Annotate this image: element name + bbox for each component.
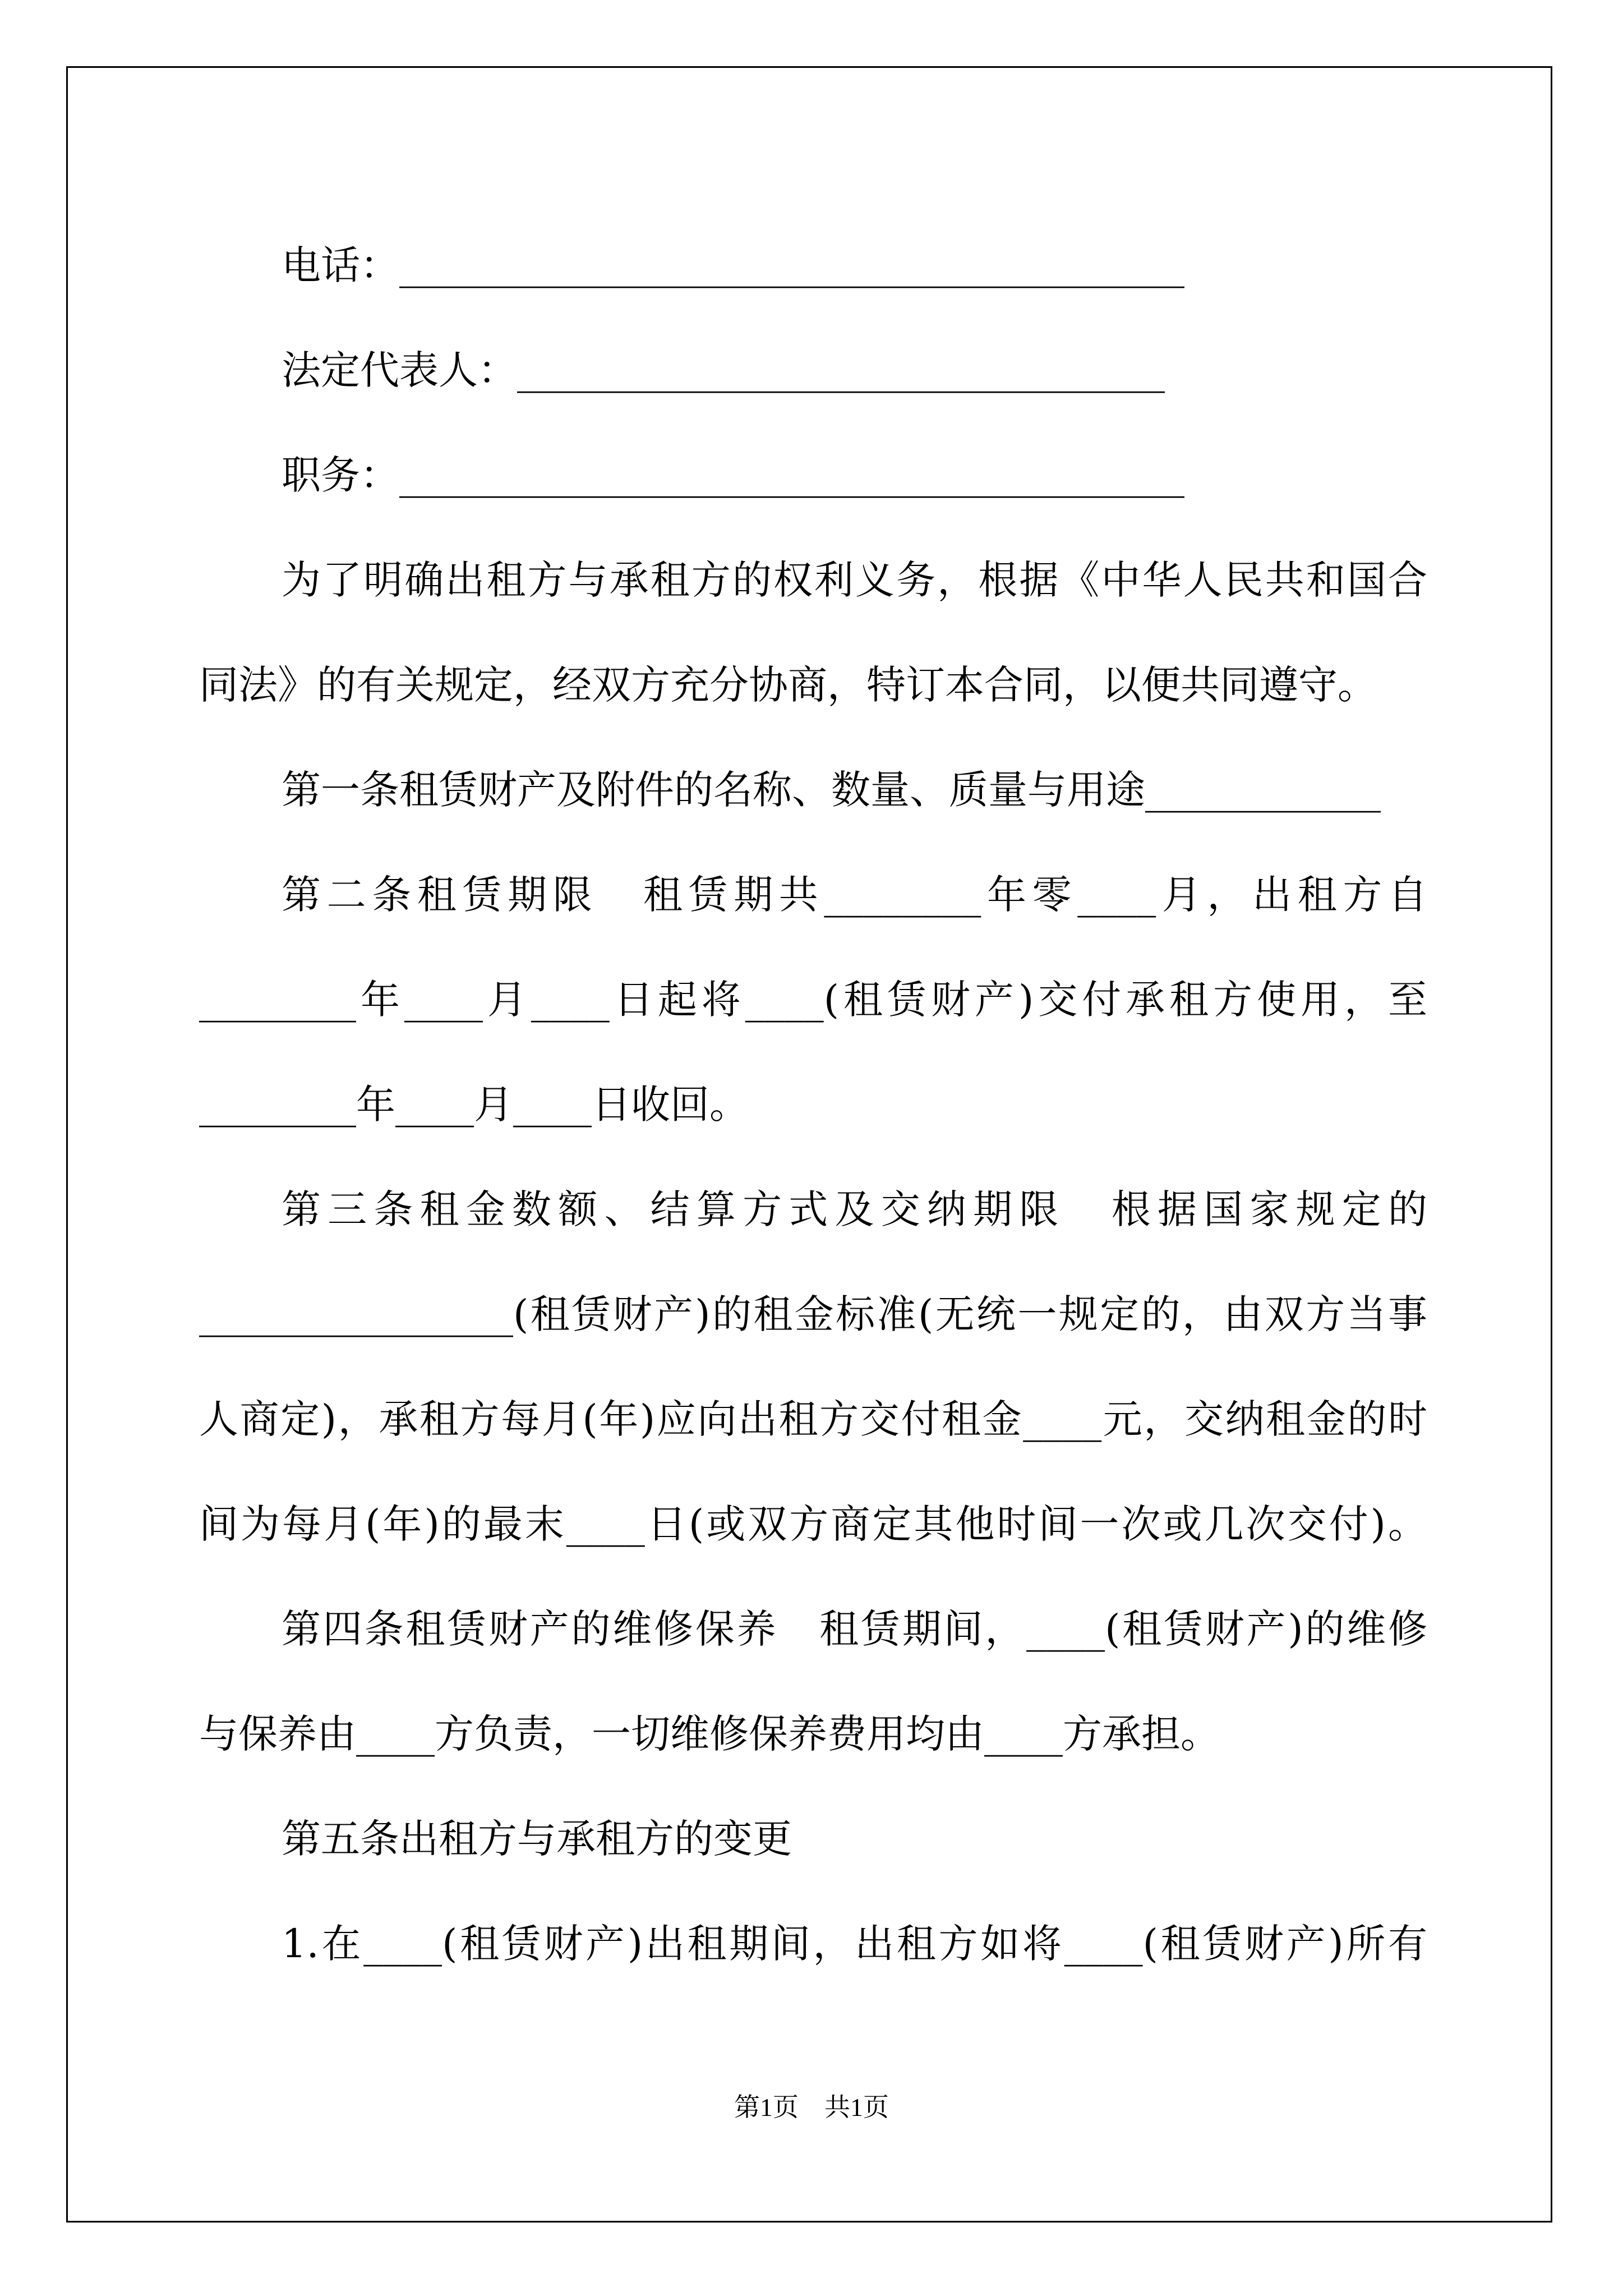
article-4-line-2: 与保养由____方负责，一切维修保养费用均由____方承担。 <box>199 1711 1220 1757</box>
article-2-line-1: 第二条租赁期限 租赁期共________年零____月，出租方自 <box>282 872 1427 918</box>
legal-representative-line: 法定代表人：_________________________________ <box>282 347 1165 393</box>
article-3-line-4: 间为每月(年)的最末____日(或双方商定其他时间一次或几次交付)。 <box>199 1501 1427 1547</box>
article-3-line-2: ________________(租赁财产)的租金标准(无统一规定的，由双方当事 <box>199 1291 1427 1337</box>
page-footer: 第1页 共1页 <box>734 2093 889 2122</box>
article-1-line: 第一条租赁财产及附件的名称、数量、质量与用途____________ <box>282 767 1381 813</box>
article-4-line-1: 第四条租赁财产的维修保养 租赁期间，____(租赁财产)的维修 <box>282 1606 1427 1652</box>
preamble-line-2: 同法》的有关规定，经双方充分协商，特订本合同，以便共同遵守。 <box>199 662 1377 708</box>
article-5-item-1: 1.在____(租赁财产)出租期间，出租方如将____(租赁财产)所有 <box>282 1921 1427 1967</box>
article-3-line-1: 第三条租金数额、结算方式及交纳期限 根据国家规定的 <box>282 1186 1427 1232</box>
position-line: 职务：________________________________________ <box>282 452 1184 498</box>
phone-line: 电话：________________________________________ <box>282 242 1184 288</box>
document-body <box>199 213 1427 1996</box>
article-3-line-3: 人商定)，承租方每月(年)应向出租方交付租金____元，交纳租金的时 <box>199 1396 1427 1442</box>
preamble-line-1: 为了明确出租方与承租方的权利义务，根据《中华人民共和国合 <box>282 557 1427 603</box>
article-2-line-3: ________年____月____日收回。 <box>199 1082 749 1128</box>
article-5-heading: 第五条出租方与承租方的变更 <box>282 1816 792 1862</box>
article-2-line-2: ________年____月____日起将____(租赁财产)交付承租方使用，至 <box>199 977 1427 1023</box>
